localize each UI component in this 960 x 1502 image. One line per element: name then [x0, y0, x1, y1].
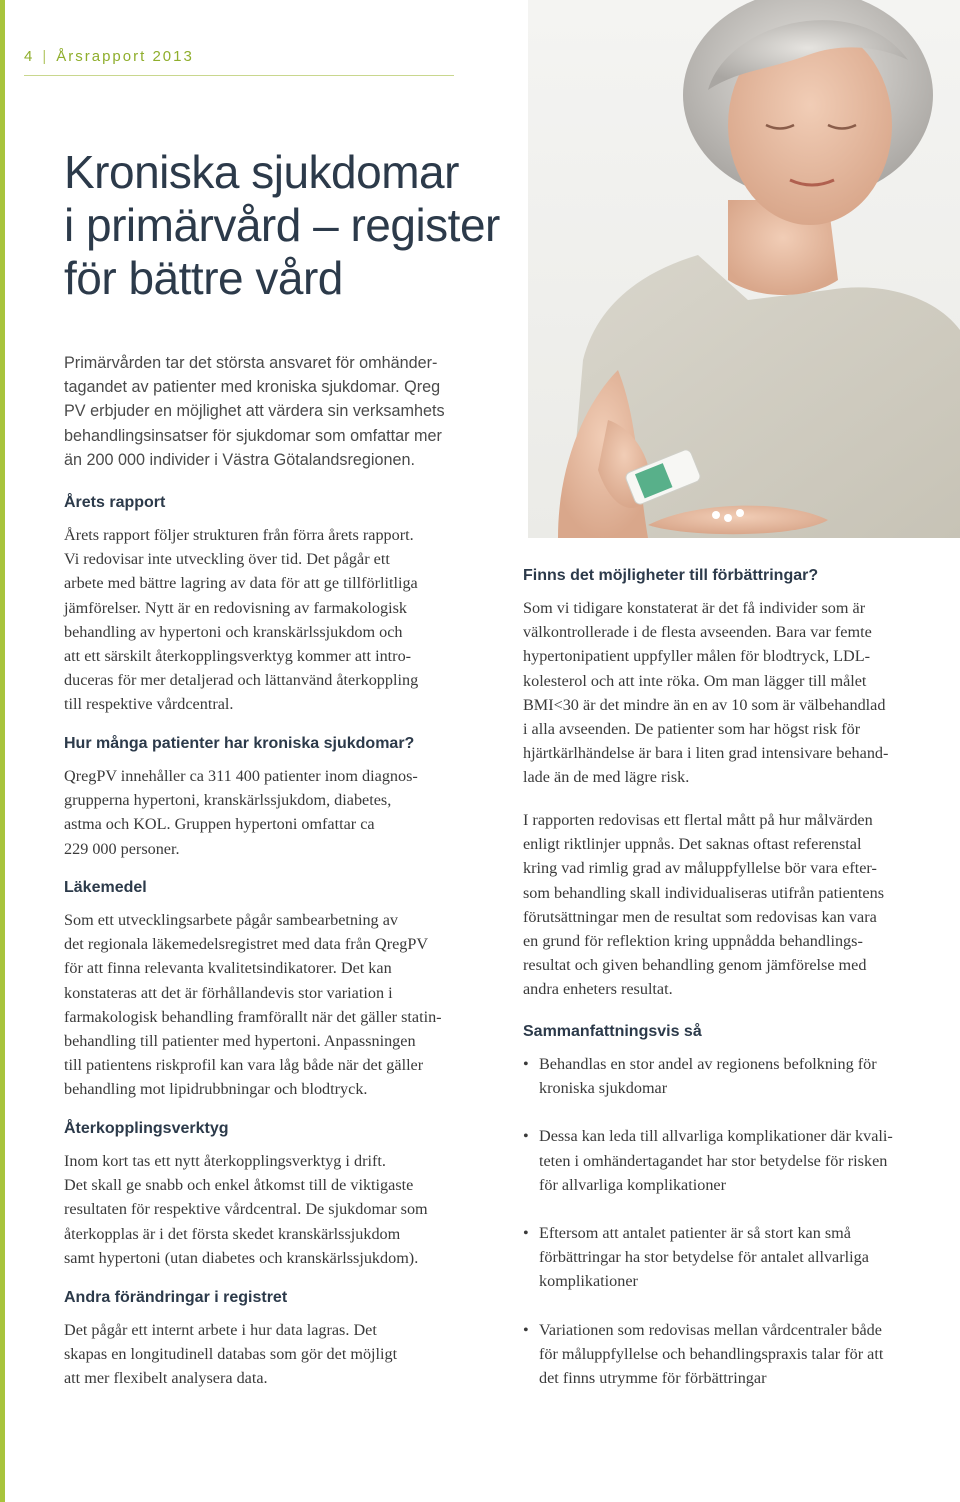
- text-line: Som vi tidigare konstaterat är det få individer som är: [523, 599, 866, 617]
- section-aterkopplingsverktyg: [64, 1119, 504, 1270]
- text-line: att mer flexibelt analysera data.: [64, 1369, 268, 1388]
- text-line: för allvarliga komplikationer: [539, 1175, 726, 1194]
- text-line: förutsättningar men de resultat som redovisas kan vara: [523, 907, 877, 926]
- page-title: [64, 146, 524, 305]
- text-line: kolesterol och att inte röka. Om man lägger till målet: [523, 671, 867, 690]
- bullet-icon: •: [523, 1224, 529, 1243]
- text-line: Vi redovisar inte utveckling över tid. Det pågår ett: [64, 550, 390, 569]
- list-item: [523, 1318, 955, 1391]
- section-heading: Årets rapport: [64, 494, 166, 511]
- header-rule: [24, 75, 454, 76]
- section-arets-rapport: [64, 493, 504, 717]
- section-body: [64, 1149, 504, 1270]
- section-lakemedel: [64, 878, 504, 1102]
- photo-woman-with-pills: [528, 0, 960, 538]
- section-body: [64, 1318, 504, 1391]
- text-line: hjärtkärlhändelse är bara i liten grad intensivare behand-: [523, 744, 889, 763]
- text-line: Inom kort tas ett nytt återkopplingsverktyg i drift.: [64, 1152, 386, 1170]
- header-separator: |: [42, 48, 49, 65]
- section-heading: Finns det möjligheter till förbättringar?: [523, 567, 819, 584]
- text-line: astma och KOL. Gruppen hypertoni omfattar ca: [64, 815, 375, 834]
- text-line: teten i omhändertagandet har stor betydelse för risken: [539, 1151, 888, 1170]
- running-head: [24, 48, 194, 65]
- section-sammanfattning: [523, 1022, 955, 1414]
- page-number: 4: [24, 48, 35, 65]
- section-body: [64, 764, 504, 861]
- text-line: PV erbjuder en möjlighet att värdera sin verksamhets: [64, 402, 445, 421]
- text-line: Behandlas en stor andel av regionens befolkning för: [539, 1055, 877, 1073]
- section-andra-forandringar: [64, 1288, 504, 1391]
- text-line: det finns utrymme för förbättringar: [539, 1369, 767, 1388]
- text-line: behandling till patienter med hypertoni. Anpassningen: [64, 1032, 416, 1051]
- text-line: enligt riktlinjer uppnås. Det saknas oftast referenstal: [523, 835, 862, 854]
- text-line: samt hypertoni (utan diabetes och kranskärlssjukdom).: [64, 1248, 419, 1267]
- text-line: lade än de med lägre risk.: [523, 768, 690, 787]
- text-line: skapas en longitudinell databas som gör det möjligt: [64, 1345, 398, 1364]
- title-line: för bättre vård: [64, 252, 343, 304]
- text-line: resultaten för respektive vårdcentral. De sjukdomar som: [64, 1200, 428, 1219]
- section-heading: Läkemedel: [64, 879, 147, 896]
- summary-list: [523, 1052, 955, 1390]
- text-line: Primärvården tar det största ansvaret för omhänder-: [64, 354, 438, 372]
- text-line: kroniska sjukdomar: [539, 1079, 668, 1098]
- text-line: duceras för mer detaljerad och lättanvänd återkoppling: [64, 671, 419, 690]
- section-body: [523, 808, 955, 1002]
- section-body: [523, 596, 955, 790]
- text-line: farmakologisk behandling framförallt när det gäller statin-: [64, 1007, 442, 1026]
- section-heading: Sammanfattningsvis så: [523, 1023, 702, 1040]
- bullet-icon: •: [523, 1055, 529, 1073]
- bullet-icon: •: [523, 1127, 529, 1146]
- text-line: andra enheters resultat.: [523, 980, 673, 999]
- list-item: [523, 1124, 955, 1197]
- text-line: det regionala läkemedelsregistret med data från QregPV: [64, 935, 429, 954]
- text-line: till patientens riskprofil kan vara låg både när det gäller: [64, 1056, 424, 1075]
- text-line: förbättringar ha stor betydelse för antalet allvarliga: [539, 1248, 869, 1267]
- section-heading: Hur många patienter har kroniska sjukdomar?: [64, 735, 415, 752]
- title-line: i primärvård – register: [64, 199, 500, 251]
- bullet-icon: •: [523, 1320, 529, 1339]
- text-line: att ett särskilt återkopplingsverktyg kommer att intro-: [64, 647, 412, 666]
- text-line: tagandet av patienter med kroniska sjukdomar. Qreg: [64, 378, 441, 397]
- section-body: [64, 523, 504, 717]
- text-line: QregPV innehåller ca 311 400 patienter inom diagnos-: [64, 767, 418, 785]
- section-patienter: [64, 734, 504, 861]
- text-line: för måluppfyllelse och behandlingspraxis talar för att: [539, 1344, 884, 1363]
- text-line: till respektive vårdcentral.: [64, 695, 234, 714]
- text-line: välkontrollerade i de flesta avseenden. Bara var femte: [523, 623, 872, 642]
- section-heading: Återkopplingsverktyg: [64, 1120, 229, 1137]
- report-label: Årsrapport 2013: [56, 48, 194, 65]
- section-body: [64, 908, 504, 1102]
- list-item: [523, 1052, 955, 1100]
- text-line: återkopplas är i det första skedet kranskärlssjukdom: [64, 1224, 401, 1243]
- text-line: i alla avseenden. De patienter som har högst risk för: [523, 720, 861, 739]
- text-line: behandlingsinsatser för sjukdomar som omfattar mer: [64, 426, 442, 445]
- text-line: arbete med bättre lagring av data för att ge tillförlitliga: [64, 574, 418, 593]
- text-line: 229 000 personer.: [64, 839, 180, 858]
- text-line: behandling mot lipidrubbningar och blodtryck.: [64, 1080, 368, 1099]
- section-matt: [523, 808, 955, 1002]
- text-line: grupperna hypertoni, kranskärlssjukdom, diabetes,: [64, 791, 392, 810]
- intro-paragraph: [64, 351, 504, 472]
- text-line: Variationen som redovisas mellan vårdcentraler både: [539, 1320, 882, 1339]
- text-line: Årets rapport följer strukturen från förra årets rapport.: [64, 526, 414, 544]
- text-line: BMI<30 är det mindre än en av 10 som är välbehandlad: [523, 695, 886, 714]
- text-line: Eftersom att antalet patienter är så stort kan små: [539, 1224, 851, 1243]
- text-line: resultat och given behandling genom jämförelse med: [523, 956, 867, 975]
- text-line: I rapporten redovisas ett flertal mått på hur målvärden: [523, 811, 873, 829]
- section-forbattringar: [523, 566, 955, 790]
- accent-bar: [0, 0, 5, 1502]
- text-line: än 200 000 individer i Västra Götalandsregionen.: [64, 450, 415, 469]
- text-line: kring vad rimlig grad av måluppfyllelse bör vara efter-: [523, 859, 877, 878]
- title-line: Kroniska sjukdomar: [64, 146, 459, 198]
- text-line: jämförelser. Nytt är en redovisning av farmakologisk: [64, 598, 407, 617]
- list-item: [523, 1221, 955, 1294]
- text-line: behandling av hypertoni och kranskärlssjukdom och: [64, 622, 403, 641]
- text-line: Det pågår ett internt arbete i hur data lagras. Det: [64, 1321, 377, 1339]
- text-line: för att finna relevanta kvalitetsindikatorer. Det kan: [64, 959, 392, 978]
- text-line: som behandling skall individualiseras utifrån patientens: [523, 883, 884, 902]
- text-line: hypertonipatient uppfyller målen för blodtryck, LDL-: [523, 647, 871, 666]
- text-line: Dessa kan leda till allvarliga komplikationer där kvali-: [539, 1127, 893, 1146]
- text-line: konstateras att det är förhållandevis stor variation i: [64, 983, 393, 1002]
- text-line: en grund för reflektion kring uppnådda behandlings-: [523, 932, 863, 951]
- text-line: komplikationer: [539, 1272, 638, 1291]
- text-line: Som ett utvecklingsarbete pågår sambearbetning av: [64, 911, 398, 929]
- section-heading: Andra förändringar i registret: [64, 1289, 288, 1306]
- text-line: Det skall ge snabb och enkel åtkomst till de viktigaste: [64, 1176, 414, 1195]
